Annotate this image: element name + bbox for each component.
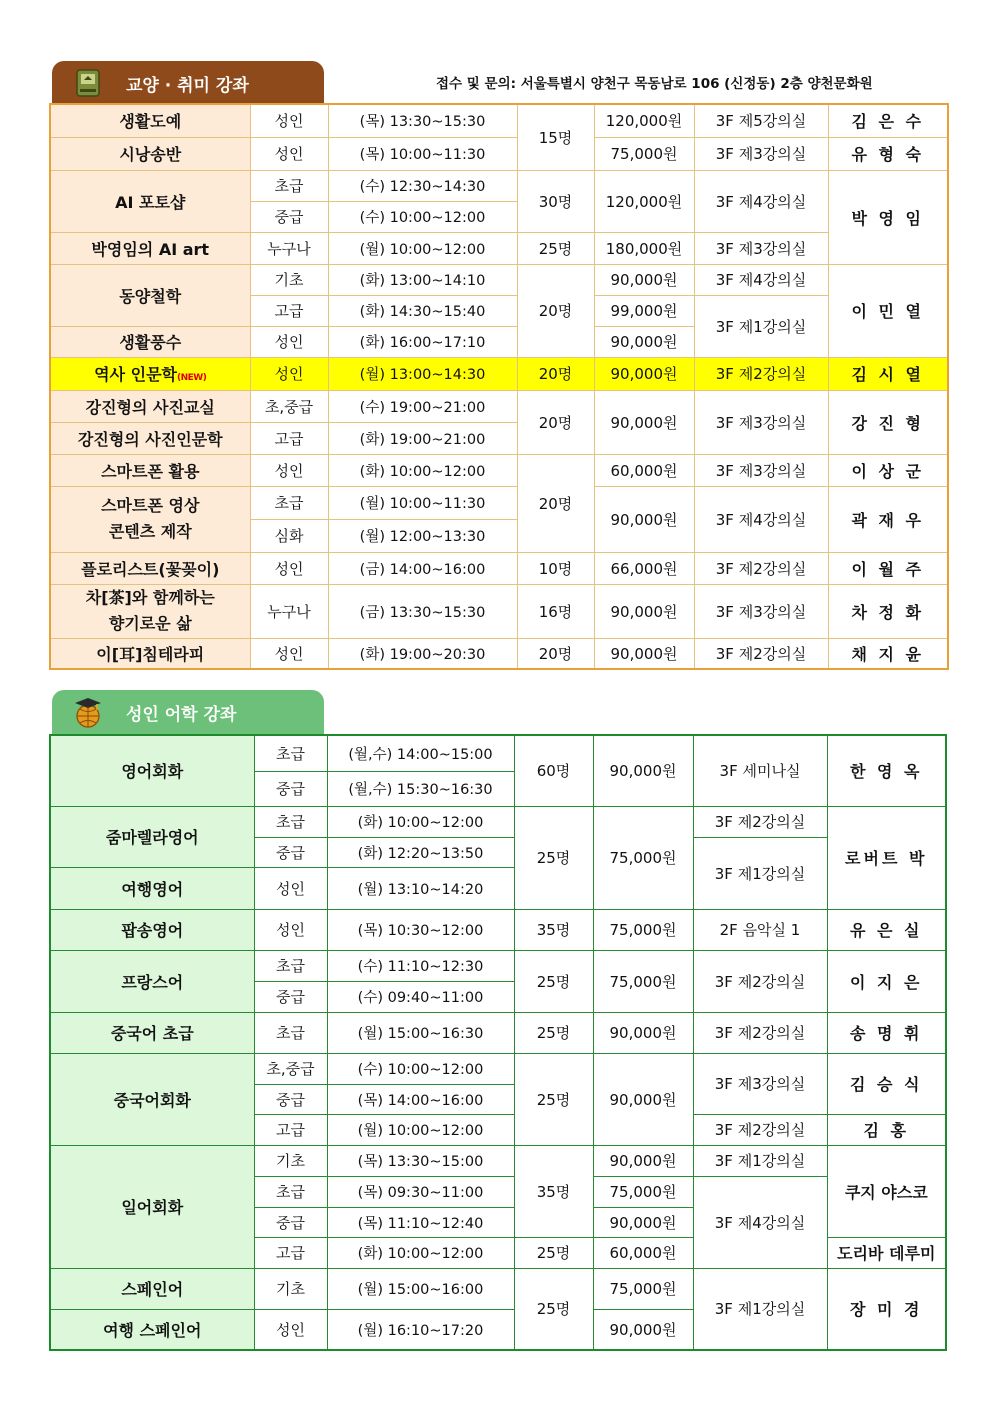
course-capacity: 35명 xyxy=(514,1145,593,1237)
culture-course-table xyxy=(49,103,949,670)
course-schedule: (수) 10:00~12:00 xyxy=(328,201,517,232)
table-row xyxy=(50,950,946,981)
course-level: 기초 xyxy=(250,264,328,295)
course-level: 성인 xyxy=(250,552,328,584)
course-name: 이[耳]침테라피 xyxy=(50,638,250,669)
course-level: 기초 xyxy=(254,1268,327,1309)
course-teacher: 강 진 형 xyxy=(828,390,948,454)
course-room: 3F 제4강의실 xyxy=(694,264,828,295)
course-capacity: 25명 xyxy=(514,1237,593,1268)
course-name: 박영임의 AI art xyxy=(50,232,250,264)
course-level: 중급 xyxy=(254,771,327,806)
course-capacity: 15명 xyxy=(517,104,594,170)
course-teacher: 차 정 화 xyxy=(828,584,948,638)
course-name: 팝송영어 xyxy=(50,909,254,950)
course-schedule: (화) 14:30~15:40 xyxy=(328,295,517,326)
course-name xyxy=(50,584,250,638)
course-fee: 90,000원 xyxy=(594,390,694,454)
course-teacher: 박 영 임 xyxy=(828,170,948,264)
course-fee: 90,000원 xyxy=(594,326,694,357)
course-level: 심화 xyxy=(250,519,328,552)
course-fee: 90,000원 xyxy=(593,735,693,806)
course-room: 3F 제2강의실 xyxy=(694,552,828,584)
course-room: 3F 제3강의실 xyxy=(693,1053,827,1114)
course-schedule: (목) 13:30~15:00 xyxy=(327,1145,514,1176)
course-level: 초급 xyxy=(254,950,327,981)
table-row xyxy=(50,104,948,137)
course-teacher: 이 상 군 xyxy=(828,454,948,486)
course-name: 프랑스어 xyxy=(50,950,254,1012)
course-fee: 75,000원 xyxy=(593,806,693,909)
course-capacity: 30명 xyxy=(517,170,594,232)
course-schedule: (목) 14:00~16:00 xyxy=(327,1084,514,1114)
course-schedule: (목) 10:30~12:00 xyxy=(327,909,514,950)
course-level: 중급 xyxy=(254,1084,327,1114)
course-level: 중급 xyxy=(254,837,327,867)
course-name-line1: 차[茶]와 함께하는 xyxy=(85,588,215,607)
course-fee: 75,000원 xyxy=(594,137,694,170)
course-teacher: 김 승 식 xyxy=(827,1053,946,1114)
table-row xyxy=(50,232,948,264)
course-schedule: (월) 15:00~16:30 xyxy=(327,1012,514,1053)
course-schedule: (수) 10:00~12:00 xyxy=(327,1053,514,1084)
course-teacher: 한 영 옥 xyxy=(827,735,946,806)
course-level: 누구나 xyxy=(250,584,328,638)
course-level: 성인 xyxy=(254,867,327,909)
course-level: 성인 xyxy=(250,326,328,357)
course-room: 3F 제2강의실 xyxy=(693,950,827,1012)
course-name: AI 포토샵 xyxy=(50,170,250,232)
course-schedule: (월) 10:00~11:30 xyxy=(328,486,517,519)
course-room: 3F 제3강의실 xyxy=(694,390,828,454)
table-row xyxy=(50,1145,946,1176)
course-schedule: (월) 16:10~17:20 xyxy=(327,1309,514,1350)
table-row xyxy=(50,735,946,771)
course-schedule: (수) 11:10~12:30 xyxy=(327,950,514,981)
course-teacher: 유 형 숙 xyxy=(828,137,948,170)
course-teacher: 로버트 박 xyxy=(827,806,946,909)
course-name: 중국어 초급 xyxy=(50,1012,254,1053)
course-teacher: 김 시 열 xyxy=(828,357,948,390)
course-capacity: 16명 xyxy=(517,584,594,638)
course-level: 중급 xyxy=(254,1207,327,1237)
course-name: 영어회화 xyxy=(50,735,254,806)
course-fee: 60,000원 xyxy=(594,454,694,486)
course-teacher: 유 은 실 xyxy=(827,909,946,950)
course-schedule: (수) 09:40~11:00 xyxy=(327,981,514,1012)
course-teacher: 이 월 주 xyxy=(828,552,948,584)
course-name-line2: 콘텐츠 제작 xyxy=(108,522,192,541)
course-level: 고급 xyxy=(250,295,328,326)
course-schedule: (금) 14:00~16:00 xyxy=(328,552,517,584)
course-fee: 90,000원 xyxy=(594,638,694,669)
table-row xyxy=(50,486,948,519)
table-row xyxy=(50,1268,946,1309)
course-teacher: 김 은 수 xyxy=(828,104,948,137)
course-schedule: (월) 10:00~12:00 xyxy=(328,232,517,264)
course-schedule: (수) 12:30~14:30 xyxy=(328,170,517,201)
course-room: 3F 제4강의실 xyxy=(694,170,828,232)
course-capacity: 60명 xyxy=(514,735,593,806)
table-row xyxy=(50,1053,946,1084)
course-level: 초,중급 xyxy=(250,390,328,422)
course-schedule: (수) 19:00~21:00 xyxy=(328,390,517,422)
course-fee: 75,000원 xyxy=(593,909,693,950)
course-capacity: 25명 xyxy=(514,1268,593,1350)
course-capacity: 35명 xyxy=(514,909,593,950)
course-name-line2: 향기로운 삶 xyxy=(108,614,192,633)
course-level: 성인 xyxy=(250,357,328,390)
course-name xyxy=(50,357,250,390)
course-name: 플로리스트(꽃꽂이) xyxy=(50,552,250,584)
course-room: 2F 음악실 1 xyxy=(693,909,827,950)
course-level: 성인 xyxy=(254,909,327,950)
course-schedule: (화) 10:00~12:00 xyxy=(327,1237,514,1268)
course-name: 동양철학 xyxy=(50,264,250,326)
table-row xyxy=(50,137,948,170)
course-level: 초급 xyxy=(250,170,328,201)
language-course-table xyxy=(49,734,947,1351)
book-icon xyxy=(70,65,106,101)
course-schedule: (화) 10:00~12:00 xyxy=(327,806,514,837)
course-name: 스마트폰 활용 xyxy=(50,454,250,486)
course-level: 고급 xyxy=(250,422,328,454)
course-schedule: (월) 12:00~13:30 xyxy=(328,519,517,552)
course-level: 성인 xyxy=(250,638,328,669)
contact-info: 접수 및 문의: 서울특별시 양천구 목동남로 106 (신정동) 2층 양천문화원 xyxy=(436,76,873,92)
table-row-highlighted xyxy=(50,357,948,390)
course-schedule: (화) 13:00~14:10 xyxy=(328,264,517,295)
course-schedule: (화) 12:20~13:50 xyxy=(327,837,514,867)
course-room: 3F 제2강의실 xyxy=(694,357,828,390)
course-schedule: (화) 10:00~12:00 xyxy=(328,454,517,486)
course-fee: 90,000원 xyxy=(593,1145,693,1176)
table-row xyxy=(50,909,946,950)
course-teacher: 이 지 은 xyxy=(827,950,946,1012)
course-level: 초급 xyxy=(254,735,327,771)
new-badge: (NEW) xyxy=(177,373,207,383)
course-room: 3F 제3강의실 xyxy=(694,454,828,486)
course-name: 시낭송반 xyxy=(50,137,250,170)
table-row xyxy=(50,170,948,201)
course-level: 중급 xyxy=(254,981,327,1012)
course-name: 줌마렐라영어 xyxy=(50,806,254,867)
course-fee: 90,000원 xyxy=(594,357,694,390)
course-capacity: 25명 xyxy=(514,806,593,909)
course-capacity: 10명 xyxy=(517,552,594,584)
course-room: 3F 제3강의실 xyxy=(694,232,828,264)
course-room: 3F 제2강의실 xyxy=(693,1114,827,1145)
course-fee: 90,000원 xyxy=(594,584,694,638)
section-tab-language xyxy=(52,690,324,734)
course-capacity: 25명 xyxy=(514,1012,593,1053)
course-schedule: (목) 09:30~11:00 xyxy=(327,1176,514,1207)
table-row xyxy=(50,552,948,584)
table-row xyxy=(50,806,946,837)
course-schedule: (월) 15:00~16:00 xyxy=(327,1268,514,1309)
course-name: 강진형의 사진교실 xyxy=(50,390,250,422)
course-room: 3F 제5강의실 xyxy=(694,104,828,137)
course-level: 고급 xyxy=(254,1237,327,1268)
course-teacher: 이 민 열 xyxy=(828,264,948,357)
course-room: 3F 제4강의실 xyxy=(694,486,828,552)
course-fee: 90,000원 xyxy=(593,1053,693,1145)
course-teacher: 장 미 경 xyxy=(827,1268,946,1350)
course-fee: 60,000원 xyxy=(593,1237,693,1268)
table-row xyxy=(50,454,948,486)
course-level: 누구나 xyxy=(250,232,328,264)
course-name: 스페인어 xyxy=(50,1268,254,1309)
course-schedule: (월) 13:00~14:30 xyxy=(328,357,517,390)
course-capacity: 20명 xyxy=(517,638,594,669)
course-schedule: (월) 13:10~14:20 xyxy=(327,867,514,909)
course-teacher: 김 홍 xyxy=(827,1114,946,1145)
course-teacher: 채 지 윤 xyxy=(828,638,948,669)
table-row xyxy=(50,390,948,422)
course-fee: 99,000원 xyxy=(594,295,694,326)
course-capacity: 20명 xyxy=(517,264,594,357)
course-name: 일어회화 xyxy=(50,1145,254,1268)
course-room: 3F 제1강의실 xyxy=(694,295,828,357)
course-level: 초급 xyxy=(254,1012,327,1053)
table-row xyxy=(50,1012,946,1053)
course-room: 3F 제1강의실 xyxy=(693,837,827,909)
course-room: 3F 제2강의실 xyxy=(693,1012,827,1053)
course-schedule: (월,수) 14:00~15:00 xyxy=(327,735,514,771)
course-level: 초,중급 xyxy=(254,1053,327,1084)
course-capacity: 25명 xyxy=(514,1053,593,1145)
course-level: 성인 xyxy=(250,454,328,486)
course-room: 3F 세미나실 xyxy=(693,735,827,806)
course-capacity: 20명 xyxy=(517,454,594,552)
course-schedule: (월,수) 15:30~16:30 xyxy=(327,771,514,806)
course-room: 3F 제1강의실 xyxy=(693,1268,827,1350)
course-name: 여행 스페인어 xyxy=(50,1309,254,1350)
course-fee: 75,000원 xyxy=(593,950,693,1012)
course-schedule: (목) 13:30~15:30 xyxy=(328,104,517,137)
course-capacity: 25명 xyxy=(517,232,594,264)
course-fee: 75,000원 xyxy=(593,1268,693,1309)
course-level: 성인 xyxy=(254,1309,327,1350)
course-room: 3F 제2강의실 xyxy=(693,806,827,837)
course-capacity: 25명 xyxy=(514,950,593,1012)
section-tab-culture xyxy=(52,61,324,105)
course-room: 3F 제1강의실 xyxy=(693,1145,827,1176)
course-teacher: 곽 재 우 xyxy=(828,486,948,552)
course-name: 강진형의 사진인문학 xyxy=(50,422,250,454)
course-schedule: (화) 19:00~20:30 xyxy=(328,638,517,669)
course-schedule: (금) 13:30~15:30 xyxy=(328,584,517,638)
course-schedule: (월) 10:00~12:00 xyxy=(327,1114,514,1145)
course-fee: 90,000원 xyxy=(594,264,694,295)
course-name: 생활도예 xyxy=(50,104,250,137)
course-room: 3F 제2강의실 xyxy=(694,638,828,669)
course-name: 중국어회화 xyxy=(50,1053,254,1145)
course-capacity: 20명 xyxy=(517,390,594,454)
course-fee: 75,000원 xyxy=(593,1176,693,1207)
course-level: 성인 xyxy=(250,137,328,170)
course-name-text: 역사 인문학 xyxy=(94,365,177,384)
course-room: 3F 제4강의실 xyxy=(693,1176,827,1268)
course-schedule: (목) 11:10~12:40 xyxy=(327,1207,514,1237)
course-level: 성인 xyxy=(250,104,328,137)
course-fee: 90,000원 xyxy=(593,1309,693,1350)
course-fee: 66,000원 xyxy=(594,552,694,584)
course-capacity: 20명 xyxy=(517,357,594,390)
course-fee: 90,000원 xyxy=(593,1012,693,1053)
course-level: 고급 xyxy=(254,1114,327,1145)
course-name: 생활풍수 xyxy=(50,326,250,357)
table-row xyxy=(50,264,948,295)
course-teacher: 쿠지 야스코 xyxy=(827,1145,946,1237)
table-row xyxy=(50,584,948,638)
course-fee: 90,000원 xyxy=(594,486,694,552)
course-teacher: 도리바 데루미 xyxy=(827,1237,946,1268)
section-title: 교양 · 취미 강좌 xyxy=(126,75,249,96)
course-level: 초급 xyxy=(254,1176,327,1207)
course-room: 3F 제3강의실 xyxy=(694,137,828,170)
course-fee: 120,000원 xyxy=(594,104,694,137)
section-title: 성인 어학 강좌 xyxy=(126,704,237,725)
course-name-line1: 스마트폰 영상 xyxy=(101,496,200,515)
course-level: 초급 xyxy=(250,486,328,519)
course-name: 여행영어 xyxy=(50,867,254,909)
course-fee: 90,000원 xyxy=(593,1207,693,1237)
course-name xyxy=(50,486,250,552)
course-level: 초급 xyxy=(254,806,327,837)
course-schedule: (화) 16:00~17:10 xyxy=(328,326,517,357)
course-level: 기초 xyxy=(254,1145,327,1176)
graduation-globe-icon xyxy=(70,694,106,730)
course-schedule: (목) 10:00~11:30 xyxy=(328,137,517,170)
course-schedule: (화) 19:00~21:00 xyxy=(328,422,517,454)
course-fee: 120,000원 xyxy=(594,170,694,232)
table-row xyxy=(50,638,948,669)
course-teacher: 송 명 휘 xyxy=(827,1012,946,1053)
course-fee: 180,000원 xyxy=(594,232,694,264)
course-room: 3F 제3강의실 xyxy=(694,584,828,638)
course-level: 중급 xyxy=(250,201,328,232)
